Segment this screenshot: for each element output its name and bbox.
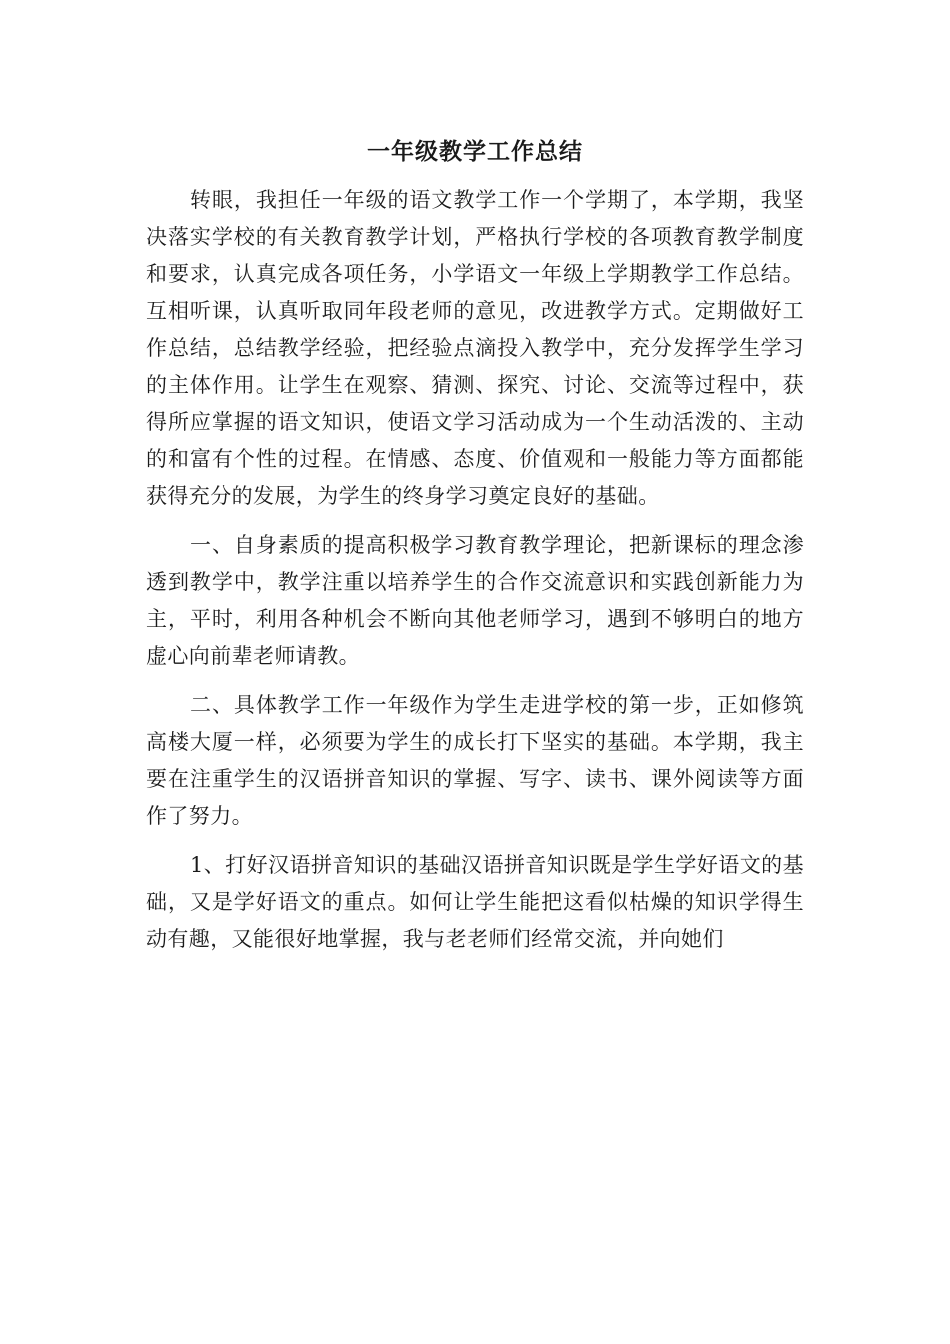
paragraph-teaching-work: 二、具体教学工作一年级作为学生走进学校的第一步，正如修筑高楼大厦一样，必须要为学生的成长打下坚实的基础。本学期，我主要在注重学生的汉语拼音知识的掌握、写字、读书、课外阅读等方面作了努力。	[146, 693, 804, 828]
paragraph-pinyin-foundation: 1、打好汉语拼音知识的基础汉语拼音知识既是学生学好语文的基础，又是学好语文的重点。如何让学生能把这看似枯燥的知识学得生动有趣，又能很好地掌握，我与老老师们经常交流，并向她们	[146, 853, 804, 951]
paragraph-intro: 转眼，我担任一年级的语文教学工作一个学期了，本学期，我坚决落实学校的有关教育教学计划，严格执行学校的各项教育教学制度和要求，认真完成各项任务，小学语文一年级上学期教学工作总结。互相听课，认真听取同年段老师的意见，改进教学方式。定期做好工作总结，总结教学经验，把经验点滴投入教学中，充分发挥学生学习的主体作用。让学生在观察、猜测、探究、讨论、交流等过程中，获得所应掌握的语文知识，使语文学习活动成为一个生动活泼的、主动的和富有个性的过程。在情感、态度、价值观和一般能力等方面都能获得充分的发展，为学生的终身学习奠定良好的基础。	[146, 188, 804, 508]
document-body	[146, 182, 804, 958]
document-title: 一年级教学工作总结	[367, 138, 583, 165]
paragraph-self-improvement: 一、自身素质的提高积极学习教育教学理论，把新课标的理念渗透到教学中，教学注重以培养学生的合作交流意识和实践创新能力为主，平时，利用各种机会不断向其他老师学习，遇到不够明白的地方虚心向前辈老师请教。	[146, 533, 804, 668]
